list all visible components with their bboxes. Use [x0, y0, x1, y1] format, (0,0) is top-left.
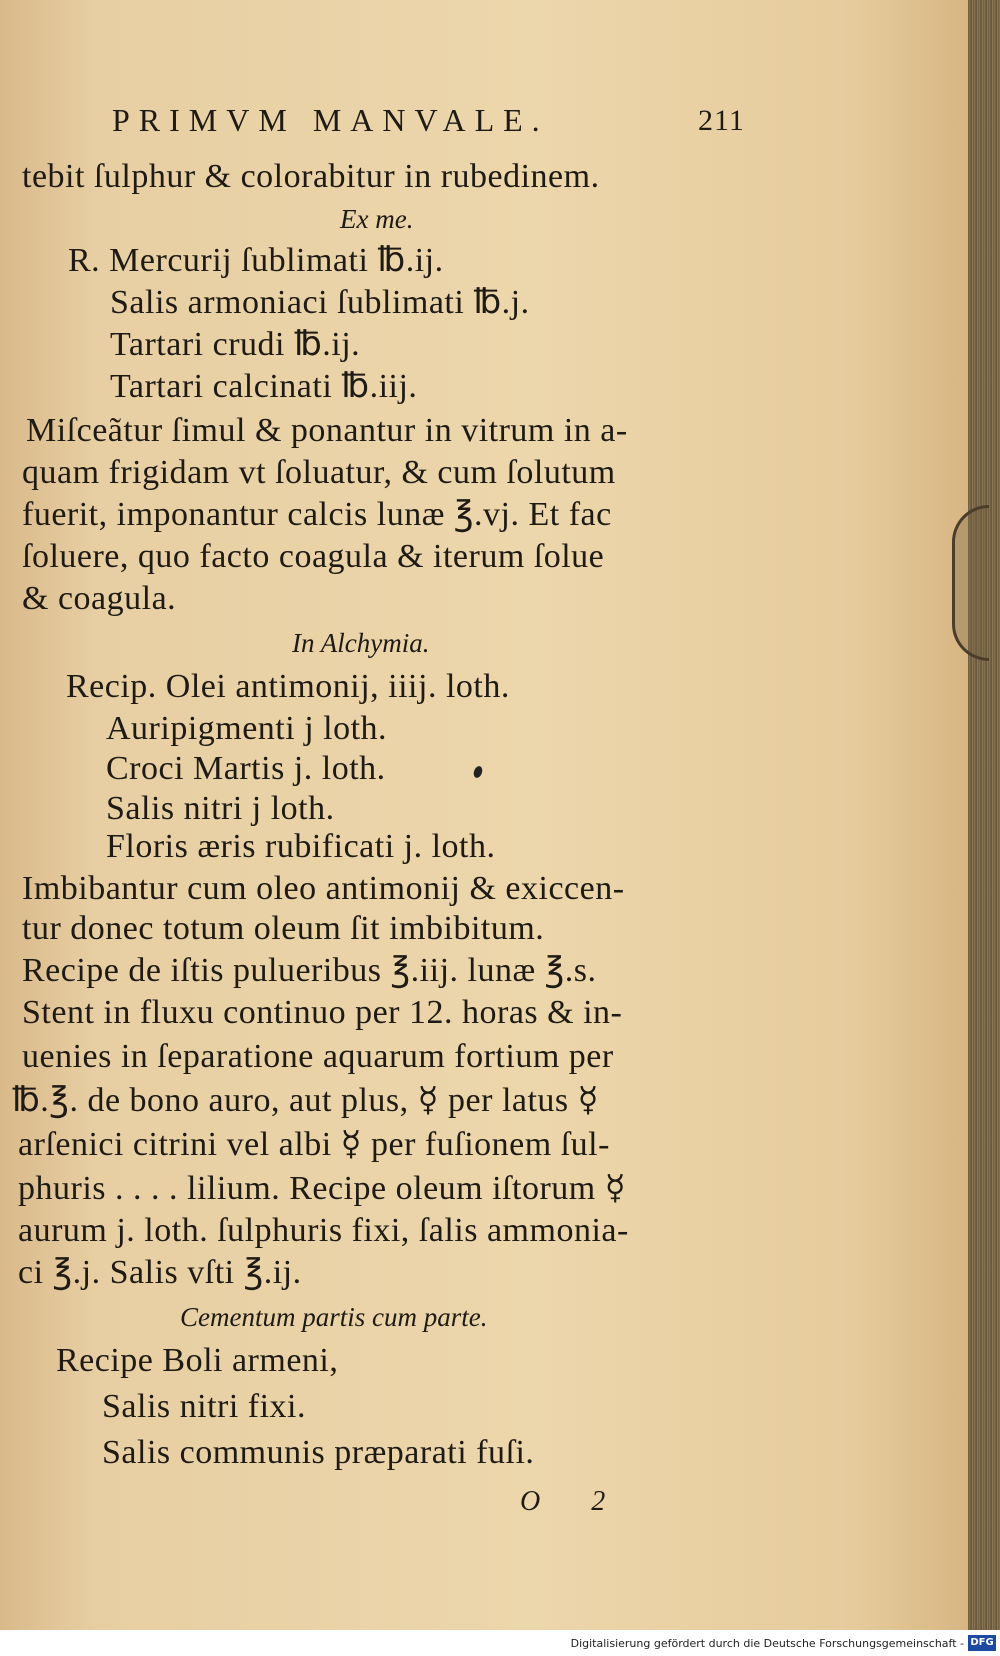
text-line: Floris æris rubificati j. loth. [106, 828, 496, 865]
dfg-logo: DFG [968, 1635, 996, 1651]
text-line: Stent in fluxu continuo per 12. horas & in- [22, 994, 623, 1031]
text-line: ℔.℥. de bono auro, aut plus, ☿ per latus ☿ [12, 1082, 600, 1119]
text-line: & coagula. [22, 580, 177, 617]
section-heading: Cementum partis cum parte. [180, 1302, 488, 1332]
text-line: uenies in ſeparatione aquarum fortium per [22, 1038, 614, 1075]
signature-mark: O 2 [520, 1486, 628, 1517]
text-line: Salis armoniaci ſublimati ℔.j. [110, 284, 530, 321]
text-line: Auripigmenti j loth. [106, 710, 388, 747]
running-title: PRIMVM MANVALE. [112, 102, 549, 138]
text-line: quam frigidam vt ſoluatur, & cum ſolutum [22, 454, 616, 491]
section-heading: In Alchymia. [292, 628, 430, 658]
text-line: tebit ſulphur & colorabitur in rubedinem. [22, 158, 600, 195]
text-line: aurum j. loth. ſulphuris fixi, ſalis ammonia- [18, 1212, 629, 1249]
text-line: Croci Martis j. loth. [106, 750, 386, 787]
text-line: Imbibantur cum oleo antimonij & exiccen- [22, 870, 625, 907]
page-clasp [952, 505, 989, 661]
text-line: Recip. Olei antimonij, iiij. loth. [66, 668, 510, 705]
text-line: phuris . . . . lilium. Recipe oleum iſtorum ☿ [18, 1170, 627, 1207]
text-line: Recipe de iſtis pulueribus ℥.iij. lunæ ℥.s. [22, 952, 597, 989]
text-line: Tartari crudi ℔.ij. [110, 326, 361, 363]
text-line: fuerit, imponantur calcis lunæ ℥.vj. Et fac [22, 496, 612, 533]
text-line: R. Mercurij ſublimati ℔.ij. [68, 242, 444, 279]
text-line: Salis communis præparati fuſi. [102, 1434, 535, 1471]
text-line: ſoluere, quo facto coagula & iterum ſolue [22, 538, 605, 575]
section-heading: Ex me. [340, 204, 414, 234]
ink-dot [472, 765, 484, 779]
text-line: Salis nitri fixi. [102, 1388, 306, 1425]
text-line: Salis nitri j loth. [106, 790, 335, 827]
digitization-credit: Digitalisierung gefördert durch die Deutsche Forschungsgemeinschaft - [570, 1637, 964, 1650]
text-line: ci ℥.j. Salis vſti ℥.ij. [18, 1254, 302, 1291]
text-line: arſenici citrini vel albi ☿ per fuſionem ſul- [18, 1126, 610, 1163]
page-edge [968, 0, 1000, 1630]
text-line: Miſceãtur ſimul & ponantur in vitrum in a- [26, 412, 628, 449]
page-number: 211 [698, 104, 745, 137]
text-line: Recipe Boli armeni, [56, 1342, 339, 1379]
text-line: Tartari calcinati ℔.iij. [110, 368, 418, 405]
text-line: tur donec totum oleum ſit imbibitum. [22, 910, 545, 947]
